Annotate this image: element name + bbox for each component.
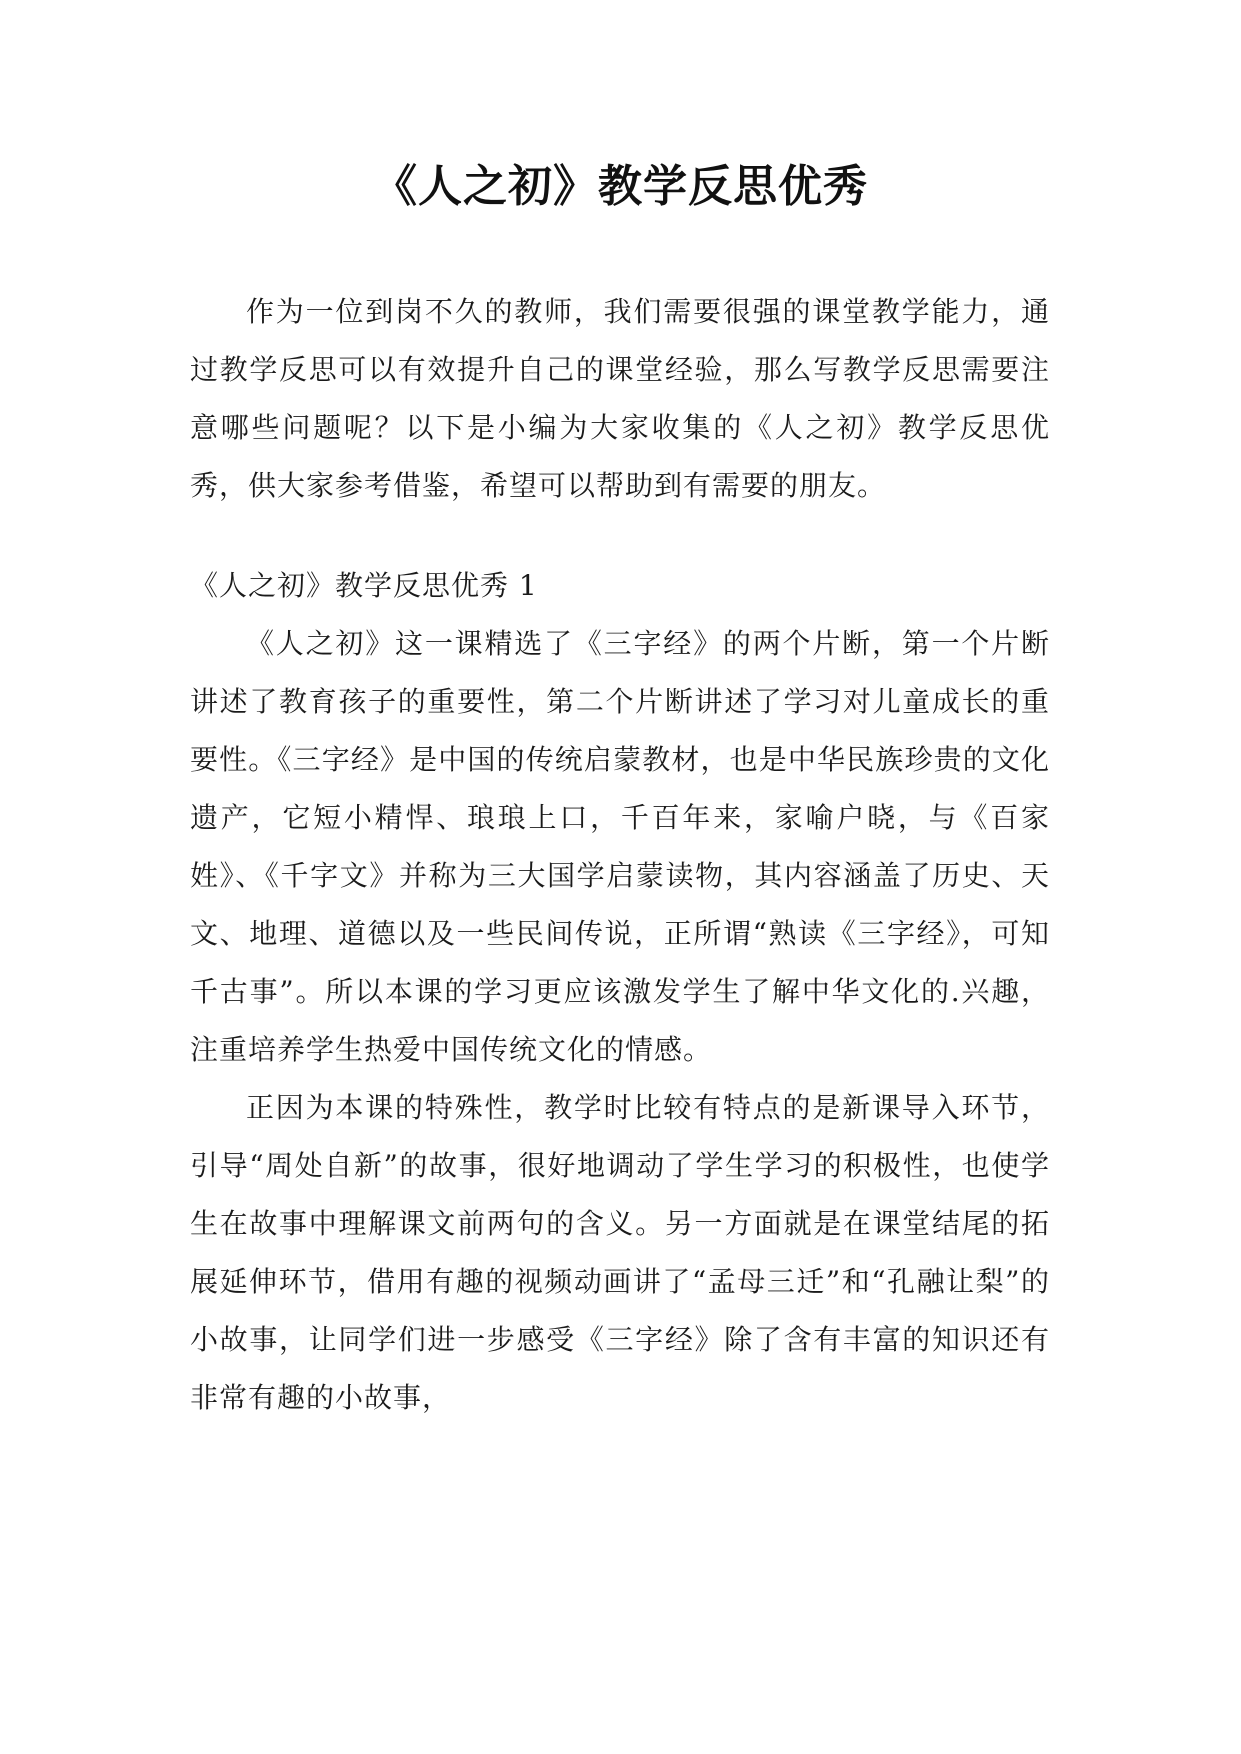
intro-paragraph: 作为一位到岗不久的教师，我们需要很强的课堂教学能力，通过教学反思可以有效提升自己的课堂经验，那么写教学反思需要注意哪些问题呢？以下是小编为大家收集的《人之初》教学反思优秀，供大家参考借鉴，希望可以帮助到有需要的朋友。 [190,295,1050,502]
section-heading: 《人之初》教学反思优秀 1 [190,569,538,602]
body-paragraph: 《人之初》这一课精选了《三字经》的两个片断，第一个片断讲述了教育孩子的重要性，第二个片断讲述了学习对儿童成长的重要性。《三字经》是中国的传统启蒙教材，也是中华民族珍贵的文化遗产，它短小精悍、琅琅上口，千百年来，家喻户晓，与《百家姓》、《千字文》并称为三大国学启蒙读物，其内容涵盖了历史、天文、地理、道德以及一些民间传说，正所谓“熟读《三字经》，可知千古事”。所以本课的学习更应该激发学生了解中华文化的.兴趣，注重培养学生热爱中国传统文化的情感。 [190,627,1050,1066]
document-title: 《人之初》教学反思优秀 [373,161,868,212]
document-body [190,283,1050,1427]
body-paragraph: 正因为本课的特殊性，教学时比较有特点的是新课导入环节，引导“周处自新”的故事，很好地调动了学生学习的积极性，也使学生在故事中理解课文前两句的含义。另一方面就是在课堂结尾的拓展延伸环节，借用有趣的视频动画讲了“孟母三迁”和“孔融让梨”的小故事，让同学们进一步感受《三字经》除了含有丰富的知识还有非常有趣的小故事， [190,1091,1050,1414]
